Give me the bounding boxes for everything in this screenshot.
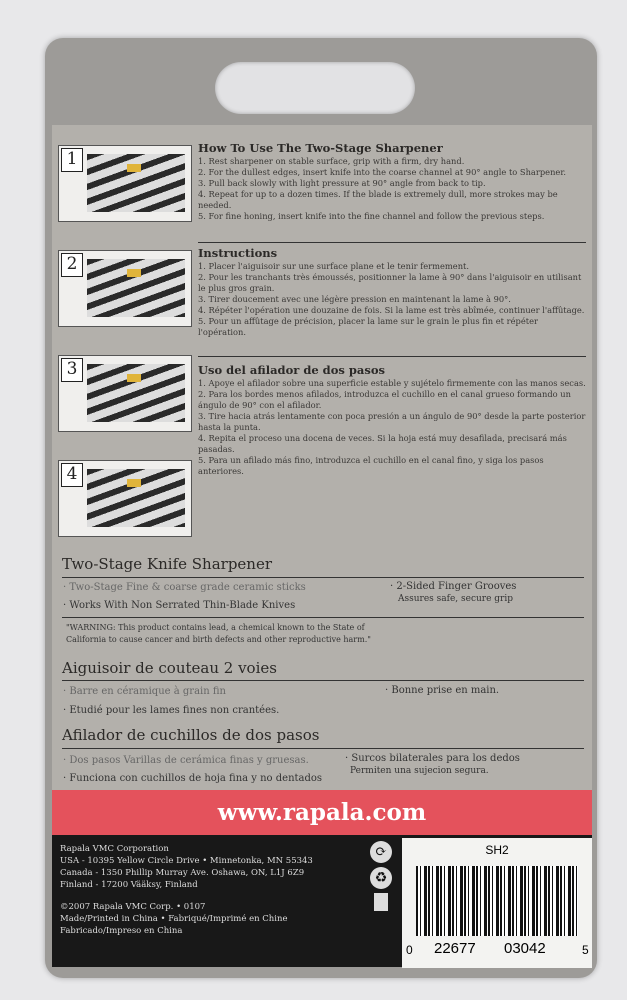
address-line: Canada - 1350 Phillip Murray Ave. Oshawa, ON, L1J 6Z9 <box>60 868 305 878</box>
product-title-es: Afilador de cuchillos de dos pasos <box>62 726 320 744</box>
step: 3. Tire hacia atrás lentamente con poca presión a un ángulo de 90° desde la parte posterior hasta la punta. <box>198 411 586 432</box>
step: 3. Tirer doucement avec une légère pression en maintenant la lame à 90°. <box>198 294 511 304</box>
step: 3. Pull back slowly with light pressure at 90° angle from back to tip. <box>198 178 486 188</box>
step-illustration-1 <box>58 145 192 222</box>
warning-text: California to cause cancer and birth defects and other reproductive harm." <box>66 635 371 644</box>
step: 5. Para un afilado más fino, introduzca el cuchillo en el canal fino, y siga los pasos anteriores. <box>198 455 544 476</box>
how-to-section <box>198 143 586 222</box>
feature-detail: Assures safe, secure grip <box>398 594 513 604</box>
divider <box>198 356 586 357</box>
step: 2. For the dullest edges, insert knife into the coarse channel at 90° angle to Sharpener. <box>198 167 567 177</box>
step-illustration-3 <box>58 355 192 432</box>
step: 5. For fine honing, insert knife into the fine channel and follow the previous steps. <box>198 211 545 221</box>
divider <box>198 242 586 243</box>
step-number: 4 <box>61 463 83 487</box>
feature: · Works With Non Serrated Thin-Blade Knives <box>63 600 296 611</box>
step: 1. Apoye el afilador sobre una superficie estable y sujételo firmemente con las manos secas. <box>198 378 586 388</box>
step-number: 3 <box>61 358 83 382</box>
feature: · Surcos bilaterales para los dedos <box>345 753 520 764</box>
divider <box>62 577 584 578</box>
barcode <box>416 866 578 936</box>
barcode-digit: 5 <box>582 943 589 957</box>
step-number: 1 <box>61 148 83 172</box>
section-title: Instructions <box>198 246 278 260</box>
origin-line: Made/Printed in China • Fabriqué/Imprimé en Chine <box>60 914 288 924</box>
feature: · Dos pasos Varillas de cerámica finas y gruesas. <box>63 755 309 766</box>
step: 1. Placer l'aiguisoir sur une surface plane et le tenir fermement. <box>198 261 470 271</box>
origin-line: Fabricado/Impreso en China <box>60 926 183 936</box>
barcode-digits: 03042 <box>504 940 546 957</box>
step: 2. Pour les tranchants très émoussés, positionner la lame à 90° dans l'aiguisoir en utilisant le plus gros grain. <box>198 272 582 293</box>
address-line: Finland - 17200 Vääksy, Finland <box>60 880 198 890</box>
uso-es-section <box>198 365 586 477</box>
step-number: 2 <box>61 253 83 277</box>
feature: · Two-Stage Fine & coarse grade ceramic sticks <box>63 582 306 593</box>
divider <box>62 617 584 618</box>
copyright: ©2007 Rapala VMC Corp. • 0107 <box>60 902 206 912</box>
feature: · 2-Sided Finger Grooves <box>390 581 517 592</box>
sku: SH2 <box>485 843 509 857</box>
hang-hole <box>215 62 415 114</box>
feature: · Barre en céramique à grain fin <box>63 686 226 697</box>
step-illustration-4 <box>58 460 192 537</box>
green-dot-icon: ⟳ <box>370 841 392 863</box>
feature: · Etudié pour les lames fines non crantées. <box>63 705 280 716</box>
tidyman-icon <box>374 893 388 911</box>
divider <box>62 680 584 681</box>
barcode-label <box>402 838 592 968</box>
step: 4. Répéter l'opération une douzaine de fois. Si la lame est très abîmée, continuer l'affûtage. <box>198 305 585 315</box>
divider <box>62 748 584 749</box>
feature: · Bonne prise en main. <box>385 685 500 696</box>
barcode-digits: 22677 <box>434 940 476 957</box>
product-title-en: Two-Stage Knife Sharpener <box>62 555 272 573</box>
step: 2. Para los bordes menos afilados, introduzca el cuchillo en el canal grueso formando un ángulo de 90° con el afilador. <box>198 389 571 410</box>
feature: · Funciona con cuchillos de hoja fina y no dentados <box>63 773 323 784</box>
address-line: USA - 10395 Yellow Circle Drive • Minnetonka, MN 55343 <box>60 856 313 866</box>
step: 5. Pour un affûtage de précision, placer la lame sur le grain le plus fin et répéter l'opération. <box>198 316 538 337</box>
instructions-fr-section <box>198 248 586 338</box>
step: 1. Rest sharpener on stable surface, grip with a firm, dry hand. <box>198 156 465 166</box>
step-illustration-2 <box>58 250 192 327</box>
website-banner: www.rapala.com <box>52 790 592 835</box>
barcode-digit: 0 <box>406 943 413 957</box>
warning-text: "WARNING: This product contains lead, a chemical known to the State of <box>66 623 365 632</box>
step: 4. Repita el proceso una docena de veces. Si la hoja está muy desafilada, precisará más pasadas. <box>198 433 567 454</box>
section-title: Uso del afilador de dos pasos <box>198 363 385 377</box>
recycle-icon: ♻ <box>370 867 392 889</box>
section-title: How To Use The Two-Stage Sharpener <box>198 141 443 155</box>
product-title-fr: Aiguisoir de couteau 2 voies <box>62 659 277 677</box>
feature-detail: Permiten una sujecion segura. <box>350 766 489 776</box>
step: 4. Repeat for up to a dozen times. If the blade is extremely dull, more strokes may be needed. <box>198 189 558 210</box>
company-name: Rapala VMC Corporation <box>60 844 169 854</box>
